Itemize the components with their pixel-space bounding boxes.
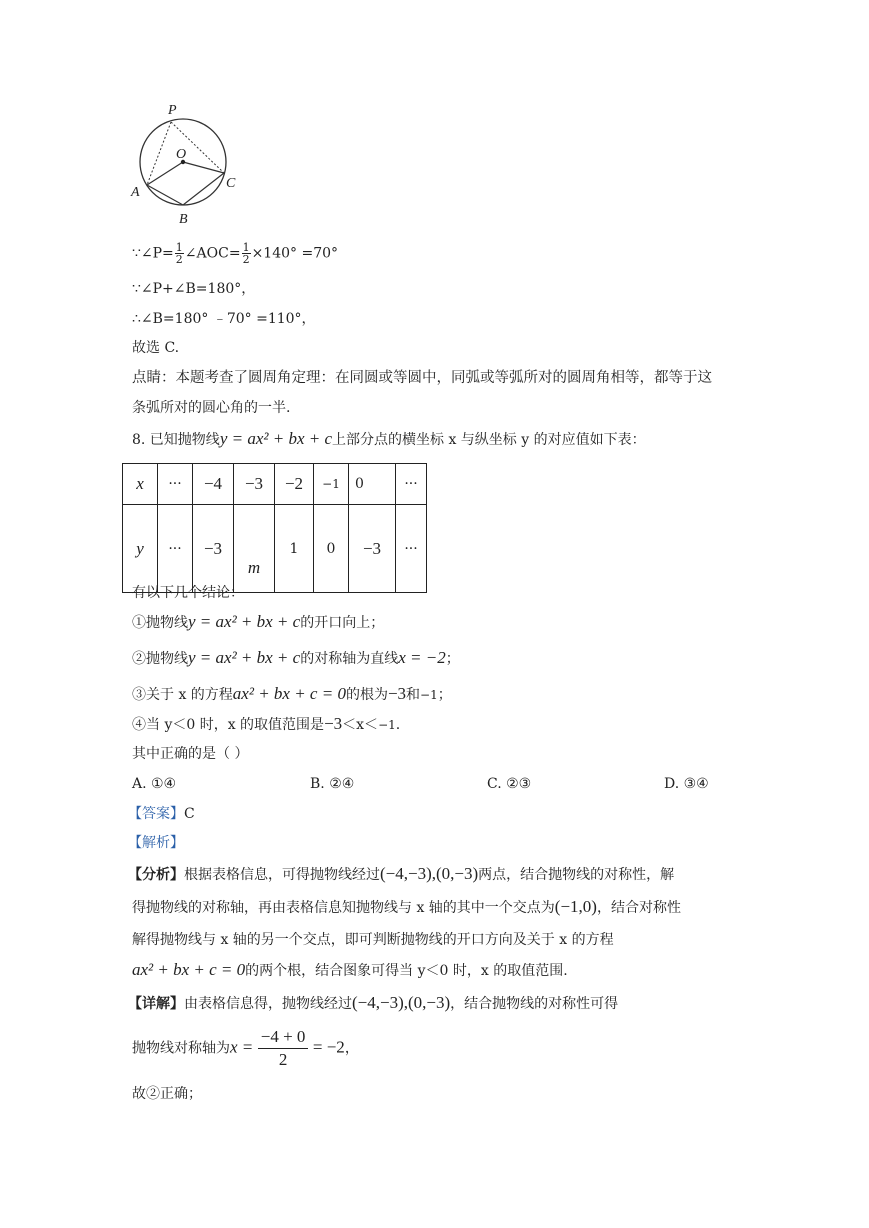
conclusion-2: ②抛物线y = ax² + bx + c的对称轴为直线x = −2； [132,648,460,667]
question-stem: 8. 已知抛物线y = ax² + bx + c上部分点的横坐标 x 与纵坐标 y 的对应值如下表： [132,429,646,448]
table-cell: m [234,505,275,593]
label-b: B [179,212,188,227]
table-cell: ··· [396,505,427,593]
table-cell: 1 [275,505,314,593]
answer-tag: 【答案】 [128,806,184,822]
label-p: P [168,103,177,118]
label-o: O [176,147,187,162]
fraction-half: $\frac{1}{2}$ [175,241,183,266]
fenxi-line-2: 得抛物线的对称轴，再由表格信息知抛物线与 x 轴的其中一个交点为(−1,0)，结合对称性 [132,897,681,916]
analysis-tag: 【解析】 [128,835,184,851]
value-table [122,463,427,593]
table-cell: y [123,505,158,593]
table-cell: −2 [275,464,314,505]
segment-oa [147,162,183,185]
xiangjie-line-1: 【详解】由表格信息得，抛物线经过(−4,−3),(0,−3)，结合抛物线的对称性可得 [128,993,619,1012]
option-c[interactable]: C. ②③ [487,776,532,792]
conclusion-4: ④当 y＜0 时，x 的取值范围是−3＜x＜−1. [132,714,401,733]
option-d[interactable]: D. ③④ [664,776,709,792]
xiangjie-line-2: 抛物线对称轴为x = $\frac{-4 + 0}{2}$ = −2， [132,1027,359,1069]
table-cell: −3 [193,505,234,593]
table-cell: −3 [349,505,396,593]
fenxi-line-4: ax² + bx + c = 0的两个根，结合图象可得当 y＜0 时，x 的取值范围. [132,960,568,979]
table-row-y [123,505,427,593]
table-cell: −4 [193,464,234,505]
conclusion-3: ③关于 x 的方程ax² + bx + c = 0的根为−3和−1； [132,684,452,703]
solution-line-3: ∴∠B=180° ﹣70° =110°， [132,311,316,327]
fraction-half: $\frac{1}{2}$ [242,241,250,266]
table-row-x [123,464,427,505]
table-cell: ··· [158,505,193,593]
question-ask: 其中正确的是（ ） [132,746,249,762]
remark-line-1: 点睛：本题考查了圆周角定理：在同圆或等圆中，同弧或等弧所对的圆周角相等，都等于这 [132,370,712,386]
table-cell: x [123,464,158,505]
table-cell: −1 [314,464,349,505]
table-cell: 0 [349,464,396,505]
fenxi-line-1: 【分析】根据表格信息，可得抛物线经过(−4,−3),(0,−3)两点，结合抛物线的对称性，解 [128,864,675,883]
option-a[interactable]: A. ①④ [132,776,177,792]
xiangjie-line-3: 故②正确； [132,1086,202,1102]
table-cell: ··· [158,464,193,505]
option-b[interactable]: B. ②④ [310,776,355,792]
table-cell: 0 [314,505,349,593]
answer-value: C [184,806,195,822]
conclusion-1: ①抛物线y = ax² + bx + c的开口向上； [132,612,385,631]
label-a: A [131,185,140,200]
fenxi-line-3: 解得抛物线与 x 轴的另一个交点，即可判断抛物线的开口方向及关于 x 的方程 [132,932,614,948]
circle-figure [125,98,240,228]
answer-line [128,804,195,824]
segment-ab [147,185,183,205]
label-c: C [226,176,236,191]
solution-line-2: ∵∠P+∠B=180°， [132,281,256,297]
fraction-axis: $\frac{-4 + 0}{2}$ [258,1026,309,1071]
conclusions-intro: 有以下几个结论： [132,585,244,601]
table-cell: ··· [396,464,427,505]
segment-pa [147,122,171,185]
solution-line-4: 故选 C. [132,340,180,356]
table-cell: −3 [234,464,275,505]
formula: y = ax² + bx + c [219,429,333,448]
solution-line-1: ∵∠P= $\frac{1}{2}$ ∠AOC= $\frac{1}{2}$ ×140° =70° [132,241,339,266]
remark-line-2: 条弧所对的圆心角的一半. [132,400,291,416]
